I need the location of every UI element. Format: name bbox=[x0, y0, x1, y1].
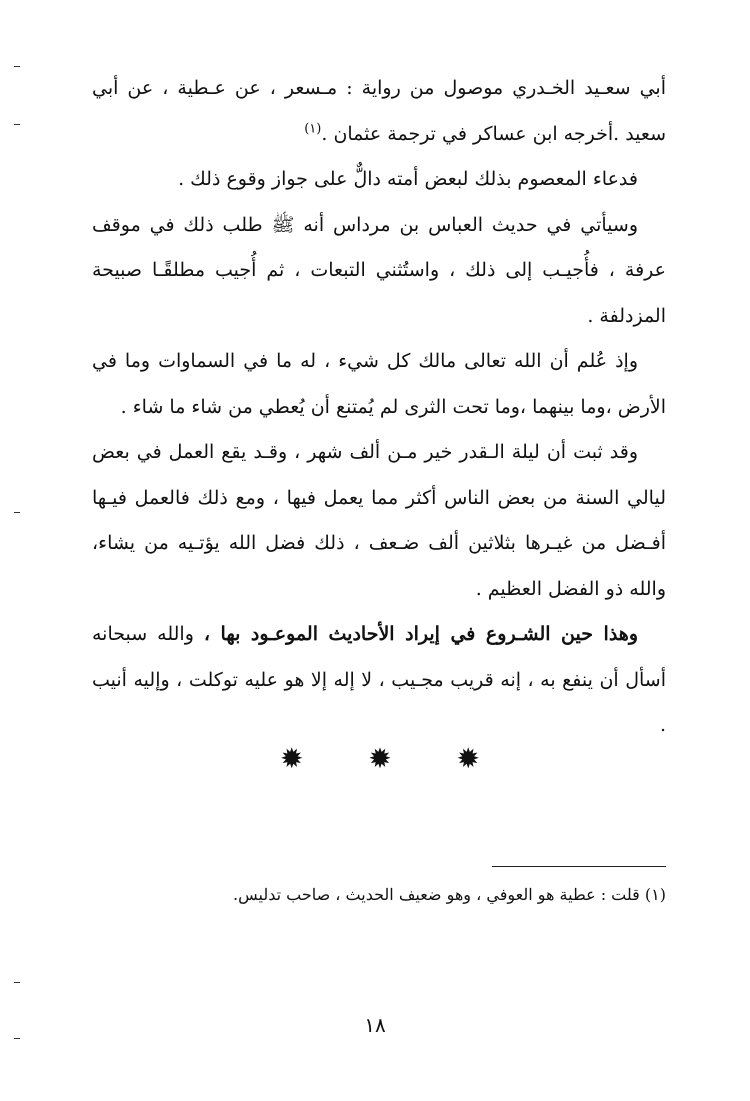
star-ornament-icon: ✹ bbox=[368, 742, 392, 775]
scan-margin-mark bbox=[14, 982, 20, 983]
paragraph-5: وقد ثبت أن ليلة الـقدر خير مـن ألف شهر ، وقـد يقع العمل في بعض ليالي السنة من بعض الناس أكثر مما يعمل فيها ، ومع ذلك فالعمل فيـها أفـضل من غيـرها بثلاثين ألف ضـعف ، ذلك فضل الله يؤتـيه من يشاء، والله ذو الفضل العظيم . bbox=[92, 441, 666, 600]
footnote-reference: (١) bbox=[304, 121, 322, 137]
paragraph-6-text: والله سبحانه أسأل أن ينفع به ، إنه قريب مجـيب ، لا إله إلا هو عليه توكلت ، وإليه أنيب . bbox=[92, 623, 666, 736]
paragraph-3: وسيأتي في حديث العباس بن مرداس أنه ﷺ طلب ذلك في موقف عرفة ، فأُجيـب إلى ذلك ، واستُثني التبعات ، ثم أُجيب مطلقًـا صبيحة المزدلفة . bbox=[92, 213, 666, 327]
paragraph-1-text: أبي سعـيد الخـدري موصول من رواية : مـسعر ، عن عـطية ، عن أبي سعيد .أخرجه ابن عساكر في ترجمة عثمان . bbox=[92, 77, 666, 145]
scan-margin-mark bbox=[14, 512, 20, 513]
footnote-divider bbox=[492, 866, 666, 867]
star-ornament-icon: ✹ bbox=[456, 742, 480, 775]
star-ornament-icon: ✹ bbox=[280, 742, 304, 775]
paragraph-6 bbox=[92, 612, 666, 749]
main-text bbox=[92, 66, 666, 749]
paragraph-4: وإذ عُلم أن الله تعالى مالك كل شيء ، له ما في السماوات وما في الأرض ،وما بينهما ،وما تحت الثرى لم يُمتنع أن يُعطي من شاء ما شاء . bbox=[92, 350, 666, 418]
footnote: (١) قلت : عطية هو العوفي ، وهو ضعيف الحديث ، صاحب تدليس. bbox=[233, 885, 666, 904]
scan-margin-mark bbox=[14, 124, 20, 125]
paragraph-2: فدعاء المعصوم بذلك لبعض أمته دالٌّ على جواز وقوع ذلك . bbox=[178, 168, 638, 190]
scan-margin-mark bbox=[14, 1038, 20, 1039]
scan-margin-mark bbox=[14, 66, 20, 67]
paragraph-6-bold-text: وهذا حين الشـروع في إيراد الأحاديث الموعـود بها ، bbox=[203, 623, 638, 645]
section-separator bbox=[280, 742, 480, 776]
paragraph-1 bbox=[92, 66, 666, 157]
page-number: ١٨ bbox=[364, 1013, 386, 1037]
